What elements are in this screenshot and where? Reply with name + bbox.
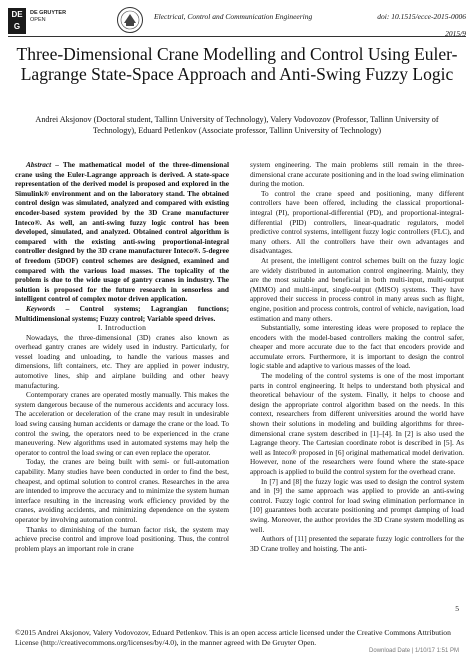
logo-mark: DE G [11, 10, 23, 31]
journal-title: Electrical, Control and Communication Engineering [154, 12, 313, 21]
right-column [250, 160, 464, 553]
left-column [15, 160, 229, 553]
abstract-text: The mathematical model of the three-dimensional crane using the Euler-Lagrange approach is derived. A state-space representation of the derived model is proposed and explored in the Simulink® environment and on the laboratory stand. The obtained control design was simulated, analyzed and compared with existing encoder-based system provided by the 3D Crane manufacturer Inteco®. As well, an anti-swing fuzzy logic control has been developed, simulated, and analyzed. Obtained control algorithm is compared with the existing anti-swing proportional-integral controller designed by the 3D crane manufacturer Inteco®. 5-degree of freedom (5DOF) control schemes are designed, examined and compared with the various load masses. The topicality of the problem is due to the wide usage of gantry cranes in industry. The solution is proposed for the future research in sensorless and intelligent control of complex motor driven application. [15, 160, 230, 304]
paragraph: Substantially, some interesting ideas were proposed to replace the encoders with the model-based controllers making the control safer, cheaper and more accurate due to the fact that encoders provide and accumulate errors. Furthermore, it is important to design the control logic stable and adaptive to various masses of the load. [250, 323, 464, 371]
abstract-label: Abstract [26, 160, 52, 169]
page-number: 5 [455, 604, 459, 613]
paragraph: Nowadays, the three-dimensional (3D) cranes also known as overhead gantry cranes are widely used in industry. Particularly, for vessel loading and unloading, to handle the various masses and dimensions, lift containers, etc. They are applied in power industry, automotive lines, ship and airplane building and other heavy manufacturing. [15, 332, 229, 390]
publisher-name [30, 10, 66, 24]
abstract: Abstract – The mathematical model of the three-dimensional crane using the Euler-Lagrange approach is derived. A state-space representation of the derived model is proposed and explored in the Simulink® environment and on the laboratory stand. The obtained control design was simulated, analyzed and compared with existing encoder-based system provided by the 3D Crane manufacturer Inteco®. As well, an anti-swing fuzzy logic control has been developed, simulated, and analyzed. Obtained control algorithm is compared with the existing anti-swing proportional-integral controller designed by the 3D crane manufacturer Inteco®. 5-degree of freedom (5DOF) control schemes are designed, examined and compared with the various load masses. The topicality of the problem is due to the wide usage of gantry cranes in industry. The solution is proposed for the future research in sensorless and intelligent control of complex motor driven application. [15, 160, 230, 304]
keywords-text: Control systems; Lagrangian functions; Multidimensional systems; Fuzzy control; Variable speed drives. [15, 303, 230, 323]
publisher-line2: OPEN [30, 17, 46, 23]
author-list: Andrei Aksjonov (Doctoral student, Tallinn University of Technology), Valery Vodovozov (Professor, Tallinn University of Technology), Eduard Petlenkov (Associate professor, Tallinn University of Technology) [35, 115, 439, 135]
paragraph: Contemporary cranes are operated mostly manually. This makes the system dangerous because of the numerous accidents and accuracy loss. The acceleration or deceleration of the crane may result in undesirable load swing causing human accidents or damage the crane or the load. To control the swing, the operators need to be experienced in the crane maneuvering. New algorithms used in automated systems may help the operator to control the load swing or can even replace the operator. [15, 390, 229, 457]
publisher-line1: DE GRUYTER [30, 10, 67, 16]
publisher-logo [8, 8, 26, 34]
section-heading: I. Introduction [97, 323, 147, 333]
paragraph: Authors of [11] presented the separate fuzzy logic controllers for the 3D Crane trolley and hoisting. The anti- [250, 534, 464, 553]
university-seal-icon [116, 6, 144, 34]
page-header [8, 4, 466, 38]
paragraph: At present, the intelligent control schemes built on the fuzzy logic are widely distributed in automation control engineering. Mainly, they are the most suitable and beneficial in both multi-input, multi-output (MIMO) and multi-input, single-output (MISO) systems. They have approved their success in process control in many areas such as flight, engine, position and process controls, control of vehicle, navigation, load estimation and many others. [250, 255, 464, 323]
paragraph: In [7] and [8] the fuzzy logic was used to design the control system and in [9] the same approach was applied to provide an anti-swing control. Fuzzy logic control for load swing elimination performance in [10] guarantees both accurate positioning and prompt damping of load swing. Moreover, the author provides the 3D Crane system modelling as well. [250, 476, 464, 534]
header-rule [8, 36, 466, 37]
paper-title: Three-Dimensional Crane Modelling and Control Using Euler-Lagrange State-Space Approach and Anti-Swing Fuzzy Logic [16, 44, 458, 84]
keywords-label: Keywords [26, 303, 56, 313]
issue-year: 2015/9 [445, 29, 466, 38]
paragraph: Today, the cranes are being built with semi- or full-automation capability. Many studies have been conducted in order to find the best, cheapest, and optimal solution to control cranes. Researches in the area are intended to improve the accuracy and to minimize the system human interface resulting in the increasing work efficiency provided by the cranes, avoiding accidents, and minimizing dependence on the system operator by involving automation control. [15, 457, 229, 524]
paragraph: The modeling of the control systems is one of the most important parts in control engineering. It helps to understand both physical and theoretical behaviour of the system. Finally, it helps to choose and design the appropriate control algorithm based on the needs. In this context, researchers from different universities around the world have shown their solutions in modeling and building algorithms for three-dimensional crane system described in [1]–[4]. In [2] is also used the Lagrange theory. The Cartesian coordinate robot is described in [5]. As well as Inteco® proposed in [6] original mathematical model derivation. However, none of the researchers were found where the state-space approach is applied to build the control system for the overhead crane. [250, 371, 464, 476]
keywords: Keywords – Control systems; Lagrangian functions; Multidimensional systems; Fuzzy control; Variable speed drives. [15, 303, 230, 323]
copyright-notice: ©2015 Andrei Aksjonov, Valery Vodovozov, Eduard Petlenkov. This is an open access article licensed under the Creative Commons Attribution License (http://creativecommons.org/licenses/by/4.0), in the manner agreed with De Gruyter Open. [15, 628, 451, 647]
download-info: Download Date | 1/10/17 1:51 PM [369, 648, 459, 654]
paragraph: Thanks to diminishing of the human factor risk, the system may achieve precise control and improve load positioning. Thus, the control problem plays an important role in crane [15, 524, 229, 553]
doi: doi: 10.1515/ecce-2015-0006 [377, 12, 466, 21]
paragraph: system engineering. The main problems still remain in the three-dimensional crane accurate positioning and in the load swing elimination during the motion. [250, 160, 464, 189]
paragraph: To control the crane speed and positioning, many different controllers have been offered, including the classical proportional-integral (PI), proportional-differential (PD), and proportional-integral-differential (PID) controllers, linear-quadratic regulators, model predictive control systems, intelligent fuzzy logic controllers (FLC), and many others. All the controllers have their own advantages and disadvantages. [250, 188, 464, 256]
